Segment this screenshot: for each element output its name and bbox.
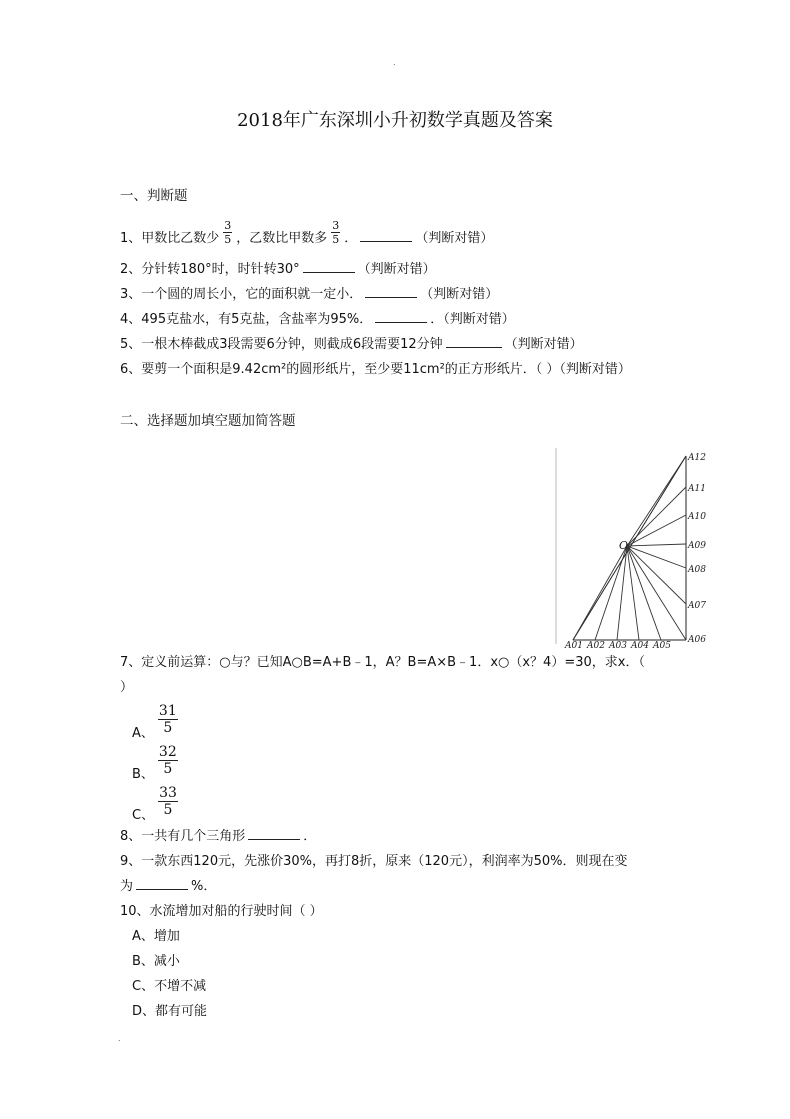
q3-answer-blank[interactable] xyxy=(365,285,417,298)
figure-label-o: O xyxy=(619,539,629,552)
q1-mid: ，乙数比甲数多 xyxy=(236,231,328,246)
figure-label-right-2: A08 xyxy=(688,565,706,575)
q7-option-a-label: A、 xyxy=(132,726,154,741)
figure-label-bottom-2: A02 xyxy=(587,641,605,650)
top-mark: . xyxy=(393,58,396,67)
figure-label-bottom-6: A06 xyxy=(688,635,706,645)
figure-ray-right-3 xyxy=(627,544,686,546)
figure-ray-bottom-6 xyxy=(627,546,686,640)
q5-text: 5、一根木棒截成3段需要6分钟，则截成6段需要12分钟 xyxy=(120,337,443,352)
figure-ray-right-5 xyxy=(627,487,686,546)
q10-text: 10、水流增加对船的行驶时间（ ） xyxy=(120,904,323,919)
question-8 xyxy=(120,825,316,844)
question-9 xyxy=(120,850,627,869)
q7-option-a-num: 31 xyxy=(158,703,177,719)
q8-text: 8、一共有几个三角形 xyxy=(120,829,246,844)
q1-prefix: 1、甲数比乙数少 xyxy=(120,231,220,246)
q7-option-c-label: C、 xyxy=(132,808,155,823)
section-2-heading: 二、选择题加填空题加简答题 xyxy=(120,413,296,429)
q1-frac2-num: 3 xyxy=(332,219,340,232)
q1-fraction-1 xyxy=(223,220,232,245)
q7-option-c-fraction xyxy=(158,786,178,817)
q7-option-c-num: 33 xyxy=(159,785,177,801)
q1-answer-blank[interactable] xyxy=(360,229,412,242)
figure-label-right-1: A07 xyxy=(688,601,706,611)
question-4 xyxy=(120,308,515,327)
question-7 xyxy=(120,651,645,670)
q1-frac1-num: 3 xyxy=(224,219,232,232)
figure-label-bottom-5: A05 xyxy=(653,641,671,650)
figure-label-right-5: A11 xyxy=(688,484,706,494)
triangle-figure xyxy=(555,444,715,650)
q10-option-b[interactable]: B、减小 xyxy=(132,954,180,969)
q10-option-d[interactable]: D、都有可能 xyxy=(132,1004,208,1019)
q2-answer-blank[interactable] xyxy=(303,260,355,273)
q9-text-cont: 为 xyxy=(120,879,134,894)
question-6 xyxy=(120,358,631,377)
question-1 xyxy=(120,219,494,251)
question-7-cont: ） xyxy=(120,680,134,695)
figure-ray-right-2 xyxy=(627,546,686,568)
q10-option-c[interactable]: C、不增不减 xyxy=(132,979,207,994)
q4-hint: ．（判断对错） xyxy=(430,312,515,327)
q7-option-b-label: B、 xyxy=(132,767,154,782)
q1-hint: （判断对错） xyxy=(415,231,494,246)
figure-bottom-labels xyxy=(564,635,706,650)
figure-ray-right-1 xyxy=(627,546,686,604)
q1-fraction-2 xyxy=(331,220,340,245)
section-1-heading: 一、判断题 xyxy=(120,188,188,204)
q1-tail: ． xyxy=(344,231,358,246)
q2-hint: （判断对错） xyxy=(357,262,436,277)
q3-text: 3、一个圆的周长小，它的面积就一定小． xyxy=(120,287,363,302)
q7-option-a-fraction xyxy=(158,704,178,735)
figure-label-bottom-3: A03 xyxy=(609,641,627,650)
q8-tail: ． xyxy=(303,829,317,844)
q7-option-b-den: 5 xyxy=(163,761,173,777)
q7-text: 7、定义前运算：○与？已知A○B=A+B﹣1，A？B=A×B﹣1．x○（x？4）=30，求x．（ xyxy=(120,655,645,670)
figure-ray-bottom-5 xyxy=(627,546,661,640)
q2-text: 2、分针转180°时，时针转30° xyxy=(120,262,300,277)
figure-label-bottom-1: A01 xyxy=(565,641,583,650)
q1-frac1-den: 5 xyxy=(224,233,232,246)
q4-answer-blank[interactable] xyxy=(375,310,427,323)
page-title: 2018年广东深圳小升初数学真题及答案 xyxy=(237,110,553,131)
q1-frac2-den: 5 xyxy=(332,233,340,246)
q7-option-b-num: 32 xyxy=(158,744,177,760)
question-2 xyxy=(120,258,436,277)
question-3 xyxy=(120,283,498,302)
q10-option-a[interactable]: A、增加 xyxy=(132,929,180,944)
figure-right-labels xyxy=(687,453,706,611)
q5-hint: （判断对错） xyxy=(504,337,583,352)
question-10 xyxy=(120,900,323,919)
figure-label-right-6: A12 xyxy=(688,453,706,463)
q3-hint: （判断对错） xyxy=(420,287,499,302)
figure-label-bottom-4: A04 xyxy=(631,641,649,650)
q9-tail: %． xyxy=(191,879,217,894)
q8-answer-blank[interactable] xyxy=(248,827,300,840)
figure-ray-right-6 xyxy=(627,456,686,546)
figure-label-right-3: A09 xyxy=(688,541,706,551)
q7-option-c-den: 5 xyxy=(163,802,173,818)
question-9-cont xyxy=(120,875,216,894)
q5-answer-blank[interactable] xyxy=(446,335,502,348)
q9-text: 9、一款东西120元，先涨价30%，再打8折，原来（120元），利润率为50%．则现在变 xyxy=(120,854,628,869)
figure-ray-bottom-4 xyxy=(627,546,639,640)
bottom-mark: . xyxy=(118,1034,121,1043)
figure-label-right-4: A10 xyxy=(688,512,706,522)
question-5 xyxy=(120,333,583,352)
q7-option-b-fraction xyxy=(158,745,178,776)
q7-option-a-den: 5 xyxy=(163,720,173,736)
q6-text: 6、要剪一个面积是9.42cm²的圆形纸片，至少要11cm²的正方形纸片．（ ）（判断对错） xyxy=(120,362,631,377)
q9-answer-blank[interactable] xyxy=(136,877,188,890)
q4-text: 4、495克盐水，有5克盐，含盐率为95%． xyxy=(120,312,373,327)
figure-ray-right-4 xyxy=(627,515,686,546)
